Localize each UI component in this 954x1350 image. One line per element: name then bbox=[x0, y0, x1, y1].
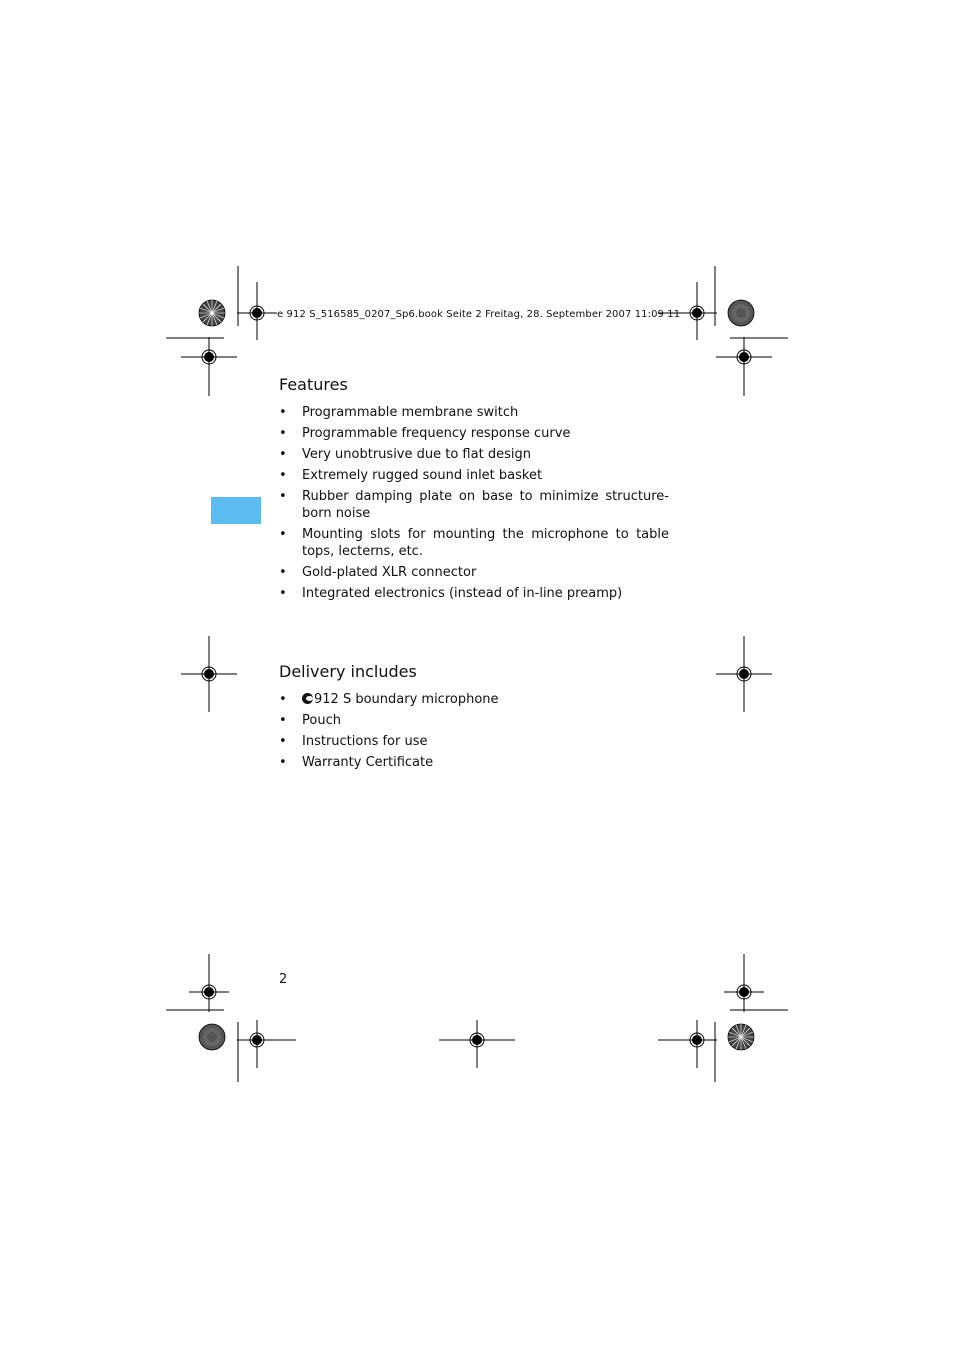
bullet: • bbox=[279, 489, 287, 504]
list-item: • Instructions for use bbox=[279, 734, 428, 749]
list-item: • Programmable membrane switch bbox=[279, 405, 519, 420]
language-tab bbox=[211, 497, 261, 524]
brand-logo-icon bbox=[302, 693, 313, 704]
list-item: • Mounting slots for mounting the microphone to table tops, lecterns, etc. bbox=[279, 527, 669, 559]
bullet: • bbox=[279, 468, 287, 483]
bullet: • bbox=[279, 755, 287, 770]
page-number: 2 bbox=[279, 972, 288, 987]
list-item: • Rubber damping plate on base to minimize structure-born noise bbox=[279, 489, 669, 521]
bullet: • bbox=[279, 565, 287, 580]
delivery-list bbox=[279, 691, 669, 775]
bullet: • bbox=[279, 527, 287, 542]
list-item: • Integrated electronics (instead of in-line preamp) bbox=[279, 586, 623, 601]
list-item: • Programmable frequency response curve bbox=[279, 426, 571, 441]
bullet: • bbox=[279, 692, 287, 707]
features-heading: Features bbox=[279, 375, 348, 394]
bullet: • bbox=[279, 405, 287, 420]
list-item: • Warranty Certificate bbox=[279, 755, 434, 770]
list-item: • Extremely rugged sound inlet basket bbox=[279, 468, 543, 483]
bullet: • bbox=[279, 426, 287, 441]
bullet: • bbox=[279, 734, 287, 749]
bullet: • bbox=[279, 447, 287, 462]
bullet: • bbox=[279, 586, 287, 601]
delivery-heading: Delivery includes bbox=[279, 662, 417, 681]
list-item: • Pouch bbox=[279, 713, 341, 728]
list-item: • 912 S boundary microphone bbox=[279, 692, 499, 707]
bullet: • bbox=[279, 713, 287, 728]
list-item: • Very unobtrusive due to flat design bbox=[279, 447, 531, 462]
list-item: • Gold-plated XLR connector bbox=[279, 565, 477, 580]
print-slug: e 912 S_516585_0207_Sp6.book Seite 2 Freitag, 28. September 2007 11:09 11 bbox=[277, 309, 681, 320]
features-list bbox=[279, 404, 669, 606]
